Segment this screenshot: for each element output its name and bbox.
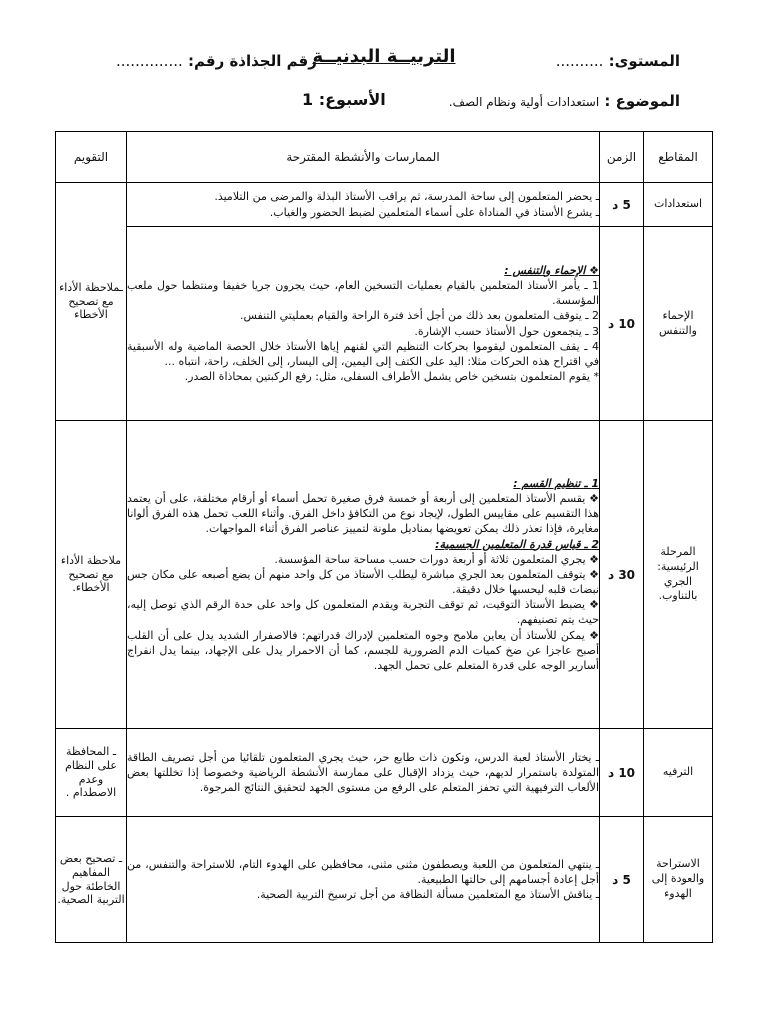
section-title: ❖ الإحماء والتنفس : xyxy=(504,263,599,277)
evaluation-cell: ـ تصحيح بعض المفاهيم الخاطئة حول التربية الصحية. xyxy=(56,817,127,943)
activities-cell xyxy=(127,817,600,943)
activities-cell xyxy=(127,227,600,421)
activity-line: ❖ يتوقف المتعلمون بعد الجري مباشرة ليطلب الأستاذ من كل واحد منهم أن يضع أصبعه على مكان جس نبضات قلبه ليحسبها خلال دقيقة. xyxy=(127,567,599,597)
section-title: 1 ـ تنظيم القسم : xyxy=(513,476,599,490)
time-cell: 5 د xyxy=(600,817,644,943)
segment-cell: الإحماء والتنفس xyxy=(644,227,713,421)
sheet-number-field xyxy=(116,52,317,70)
topic-value: استعدادات أولية ونظام الصف. xyxy=(448,95,600,109)
table-row xyxy=(56,421,713,729)
activity-line: 1 ـ يأمر الأستاذ المتعلمين بالقيام بعمليات التسخين العام، حيث يجرون جريا خفيفا ومنتظما حول ملعب المؤسسة. xyxy=(127,278,599,308)
evaluation-cell: ـملاحظة الأداء مع تصحيح الأخطاء xyxy=(56,183,127,421)
activity-line: ـ يناقش الأستاذ مع المتعلمين مسألة النظافة من أجل ترسيخ التربية الصحية. xyxy=(256,888,599,902)
lesson-plan-table xyxy=(55,131,713,943)
evaluation-cell: ملاحظة الأداء مع تصحيح الأخطاء. xyxy=(56,421,127,729)
sheet-number-label: رقم الجذاذة رقم: xyxy=(188,52,317,70)
activities-cell xyxy=(127,183,600,227)
segment-cell: الترفيه xyxy=(644,729,713,817)
activity-line: ❖ يمكن للأستاذ أن يعاين ملامح وجوه المتعلمين لإدراك قدراتهم: فالاصفرار الشديد يدل على أن القلب أصبح عاجزا عن ضخ كميات الدم الضرورية للجسم، كما أن الاحمرار يدل على الإجهاد، بينما يدل انفراج أسارير الوجه على قدرة المتعلم على تحمل الجهد. xyxy=(127,628,599,672)
segment-cell: استعدادات xyxy=(644,183,713,227)
week-label: الأسبوع: 1 xyxy=(302,90,386,109)
time-cell: 30 د xyxy=(600,421,644,729)
activity-line: ❖ يقسم الأستاذ المتعلمين إلى أربعة أو خمسة فرق صغيرة تحمل أسماء أو أرقام مختلفة، على أن يعتمد هذا التقسيم على مقاييس الطول، لإيجاد نوع من التكافؤ داخل الفرق. وأثناء اللعب تحمل هذه الفرق ألوانا مغايرة، فإذا تعذر ذلك يمكن تعويضها بمناديل ملونة لتمييز عناصر الفرق أثناء المواجهات. xyxy=(127,492,599,536)
activity-line: * يقوم المتعلمون بتسخين خاص يشمل الأطراف السفلى، مثل: رفع الركبتين بمحاذاة الصدر. xyxy=(184,370,599,384)
table-row xyxy=(56,227,713,421)
segment-cell: الاستراحة والعودة إلى الهدوء xyxy=(644,817,713,943)
time-cell: 5 د xyxy=(600,183,644,227)
activity-line: ـ يختار الأستاذ لعبة الدرس، وتكون ذات طابع حر، حيث يجري المتعلمون تلقائيا من أجل تصريف الطاقة المتولدة باستمرار لديهم، حيث يزداد الإقبال على ممارسة الأنشطة الرياضية وخصوصا إذا تخللتها بعض الألعاب الترفيهية التي تحفز المتعلم على الرفع من مستوى الجهد لتحقيق النتائج المرجوة. xyxy=(127,750,599,795)
subject-title-text: التربيــة البدنيــة xyxy=(312,46,456,67)
activities-cell xyxy=(127,729,600,817)
header-activities: الممارسات والأنشطة المقترحة xyxy=(127,132,600,183)
table-row xyxy=(56,817,713,943)
activity-line: ❖ يضبط الأستاذ التوقيت، ثم توقف التجربة ويقدم المتعلمون كل واحد على حدة الرقم الذي توصل إليه، حيث يتم تصنيفهم. xyxy=(127,598,599,627)
activity-line: 3 ـ يتجمعون حول الأستاذ حسب الإشارة. xyxy=(414,324,599,338)
activity-line: 4 ـ يقف المتعلمون ليقوموا بحركات التنظيم التي لقنهم إياها الأستاذ خلال الحصة الماضية وله الأسبقية في اقتراح هذه الحركات مثلا: اليد على الكتف إلى اليمين، إلى اليسار، إلى الخلف، راحة، انتباه ... xyxy=(127,339,599,368)
table-header-row xyxy=(56,132,713,183)
level-label: المستوى: xyxy=(608,52,680,70)
topic-label: الموضوع : xyxy=(604,92,680,110)
segment-cell: المرحلة الرئيسية: الجري بالتناوب. xyxy=(644,421,713,729)
time-cell: 10 د xyxy=(600,729,644,817)
header-segments: المقاطع xyxy=(644,132,713,183)
section-title: 2 ـ قياس قدرة المتعلمين الجسمية: xyxy=(435,537,599,551)
evaluation-cell: ـ المحافظة على النظام وعدم الاصطدام . xyxy=(56,729,127,817)
activity-line: ـ يحضر المتعلمون إلى ساحة المدرسة، ثم يراقب الأستاذ البذلة والمرضى من التلاميذ. xyxy=(214,190,599,204)
table-row xyxy=(56,183,713,227)
header-evaluation: التقويم xyxy=(56,132,127,183)
activity-line: 2 ـ يتوقف المتعلمون بعد ذلك من أجل أخذ فترة الراحة والقيام بعمليتي التنفس. xyxy=(240,309,599,323)
topic-field xyxy=(449,92,680,110)
sheet-number-value: .............. xyxy=(116,52,183,70)
header-time: الزمن xyxy=(600,132,644,183)
activity-line: ـ ينتهي المتعلمون من اللعبة ويصطفون مثنى مثنى، محافظين على الهدوء التام، للاستراحة والتنفس، من أجل إعادة أجسامهم إلى حالتها الطبيعية. xyxy=(127,857,599,886)
activities-cell xyxy=(127,421,600,729)
time-cell: 10 د xyxy=(600,227,644,421)
activity-line: ❖ يجري المتعلمون ثلاثة أو أربعة دورات حسب مساحة ساحة المؤسسة. xyxy=(274,552,599,566)
table-row xyxy=(56,729,713,817)
activity-line: ـ يشرع الأستاذ في المناداة على أسماء المتعلمين لضبط الحضور والغياب. xyxy=(269,205,599,219)
level-value: .......... xyxy=(555,52,604,70)
